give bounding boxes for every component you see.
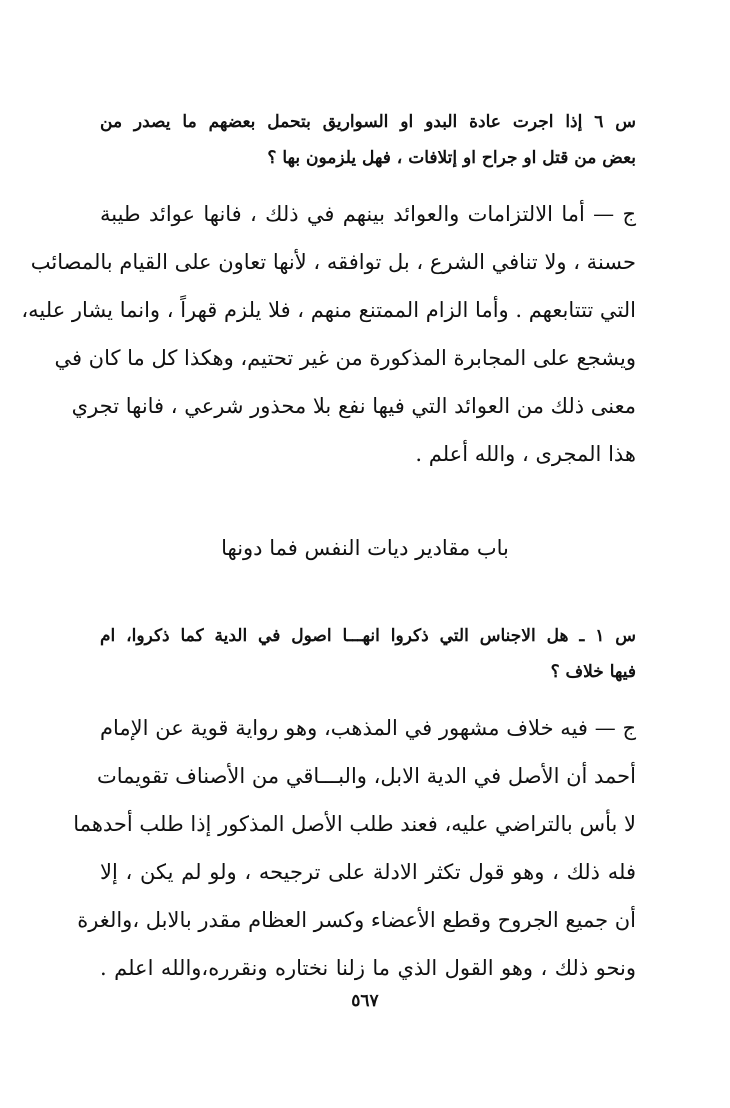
- answer-2: [73, 704, 636, 992]
- question-1: [100, 104, 636, 176]
- answer-1-line: ويشجع على المجابرة المذكورة من غير تحتيم، وهكذا كل ما كان في: [54, 346, 636, 370]
- question-2-line: س ١ ـ هل الاجناس التي ذكروا انهـــا اصول في الدية كما ذكروا، ام: [100, 626, 637, 646]
- answer-1-line: هذا المجرى ، والله أعلم .: [415, 442, 636, 466]
- answer-1-line: حسنة ، ولا تنافي الشرع ، بل توافقه ، لأنها تعاون على القيام بالمصائب: [30, 250, 636, 274]
- question-2: [100, 618, 636, 690]
- section-heading: باب مقادير ديات النفس فما دونها: [221, 536, 509, 560]
- answer-2-line: أحمد أن الأصل في الدية الابل، والبـــاقي من الأصناف تقويمات: [96, 764, 636, 788]
- page-number: ٥٦٧: [351, 991, 379, 1011]
- answer-1-line: معنى ذلك من العوائد التي فيها نفع بلا محذور شرعي ، فانها تجري: [71, 394, 636, 418]
- answer-1: [21, 190, 636, 478]
- answer-1-line: التي تتتابعهم . وأما الزام الممتنع منهم ، فلا يلزم قهراً ، وانما يشار عليه،: [21, 298, 636, 322]
- answer-2-line: ج — فيه خلاف مشهور في المذهب، وهو رواية قوية عن الإمام: [100, 716, 636, 740]
- answer-2-line: أن جميع الجروح وقطع الأعضاء وكسر العظام مقدر بالابل ،والغرة: [77, 908, 636, 932]
- answer-2-line: فله ذلك ، وهو قول تكثر الادلة على ترجيحه ، ولو لم يكن ، إلا: [100, 860, 636, 884]
- answer-2-line: ونحو ذلك ، وهو القول الذي ما زلنا نختاره ونقرره،والله اعلم .: [100, 956, 636, 980]
- question-2-line: فيها خلاف ؟: [550, 662, 636, 682]
- answer-2-line: لا بأس بالتراضي عليه، فعند طلب الأصل المذكور إذا طلب أحدهما: [73, 812, 636, 836]
- question-1-line: بعض من قتل او جراح او إتلافات ، فهل يلزمون بها ؟: [267, 148, 636, 168]
- question-1-line: س ٦ إذا اجرت عادة البدو او السواريق بتحمل بعضهم ما يصدر من: [100, 112, 636, 132]
- answer-1-line: ج — أما الالتزامات والعوائد بينهم في ذلك ، فانها عوائد طيبة: [100, 202, 636, 226]
